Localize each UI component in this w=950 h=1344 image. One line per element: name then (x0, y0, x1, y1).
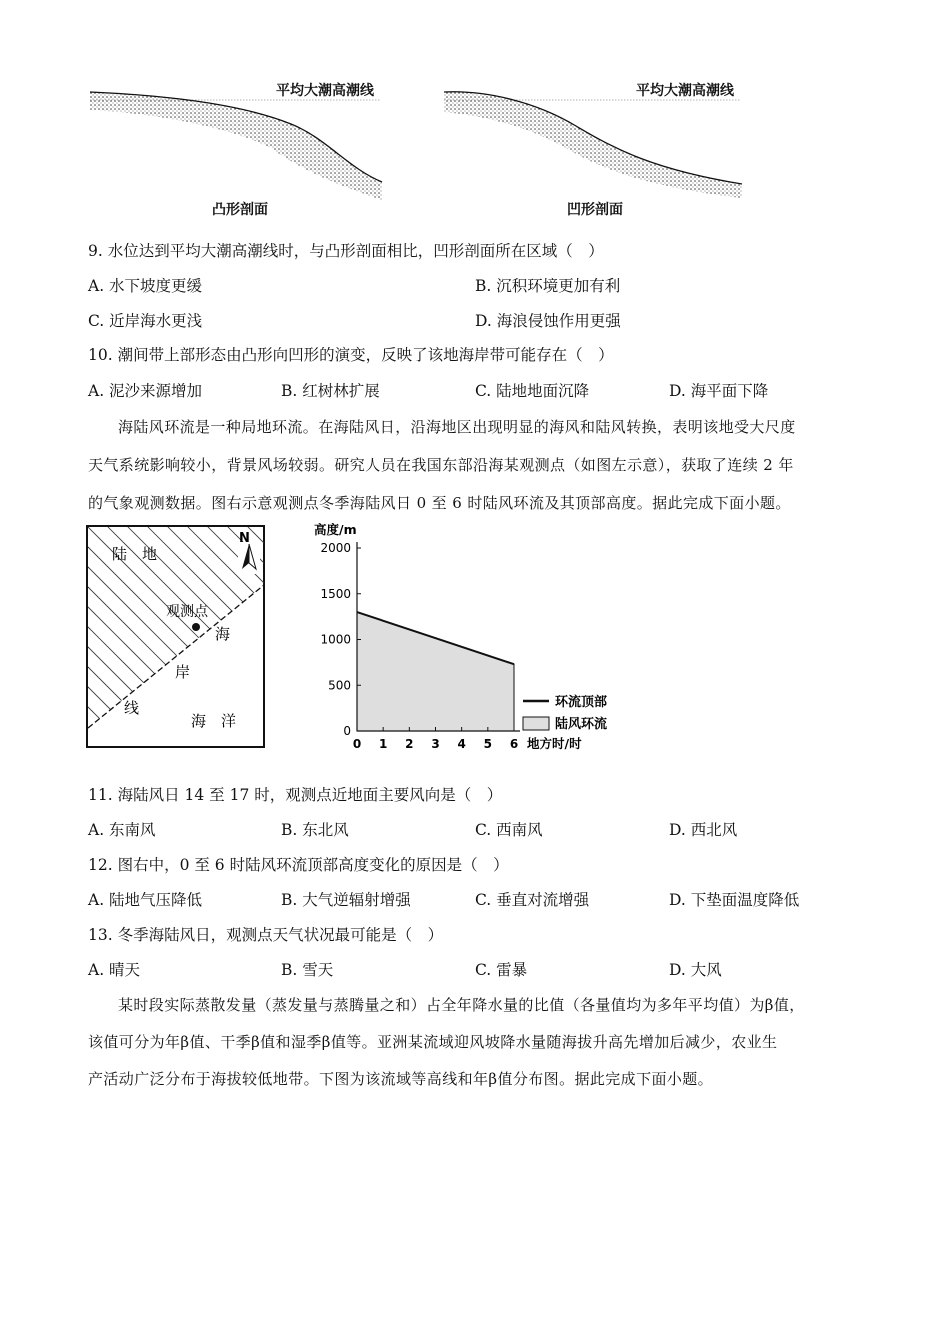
station-label: 观测点 (166, 604, 208, 620)
question-13-stem (88, 925, 443, 945)
passage-2-line-2: 该值可分为年β值、干季β值和湿季β值等。亚洲某流域迎风坡降水量随海拔升高先增加后减少，农业生 (88, 1033, 778, 1051)
q9-option-a[interactable]: A. 水下坡度更缓 (88, 277, 203, 295)
tide-line-label-left: 平均大潮高潮线 (276, 83, 374, 99)
q10-option-d[interactable]: D. 海平面下降 (669, 382, 769, 400)
q13-option-a[interactable]: A. 晴天 (88, 961, 141, 979)
question-text: 海陆风日 14 至 17 时，观测点近地面主要风向是（ ） (117, 786, 503, 804)
passage-2-line-1: 某时段实际蒸散发量（蒸发量与蒸腾量之和）占全年降水量的比值（各量值均为多年平均值）为β值， (118, 996, 805, 1014)
q9-option-b[interactable]: B. 沉积环境更加有利 (475, 277, 621, 295)
q13-option-c[interactable]: C. 雷暴 (475, 961, 528, 979)
x-tick-label: 5 (483, 737, 493, 751)
tide-line-label-right: 平均大潮高潮线 (636, 83, 734, 99)
legend-area-label: 陆风环流 (555, 717, 608, 732)
north-label: N (239, 531, 250, 546)
q11-option-c[interactable]: C. 西南风 (475, 821, 543, 839)
q10-option-a[interactable]: A. 泥沙来源增加 (88, 382, 203, 400)
x-tick-label: 6 (509, 737, 519, 751)
q10-option-c[interactable]: C. 陆地地面沉降 (475, 382, 590, 400)
land-label: 陆 地 (112, 545, 158, 563)
concave-profile (444, 92, 742, 198)
q10-option-b[interactable]: B. 红树林扩展 (281, 382, 380, 400)
q13-option-d[interactable]: D. 大风 (669, 961, 722, 979)
question-number: 9. (88, 242, 103, 260)
q12-option-b[interactable]: B. 大气逆辐射增强 (281, 891, 411, 909)
q11-option-b[interactable]: B. 东北风 (281, 821, 349, 839)
observation-map (86, 525, 266, 749)
passage-2-line-3: 产活动广泛分布于海拔较低地带。下图为该流域等高线和年β值分布图。据此完成下面小题。 (88, 1070, 714, 1088)
q9-option-d[interactable]: D. 海浪侵蚀作用更强 (475, 312, 621, 330)
y-tick-label: 0 (343, 724, 351, 738)
x-tick-label: 2 (405, 737, 414, 751)
ocean-label: 海 洋 (191, 712, 237, 730)
question-number: 10. (88, 346, 113, 364)
y-tick-label: 1000 (320, 632, 351, 647)
q9-option-c[interactable]: C. 近岸海水更浅 (88, 312, 203, 330)
q13-option-b[interactable]: B. 雪天 (281, 961, 334, 979)
question-10-stem (88, 345, 614, 365)
x-tick-label: 1 (378, 737, 388, 751)
coast-char-1: 海 (215, 625, 231, 643)
y-tick-label: 1500 (320, 586, 351, 601)
passage-1-line-2: 天气系统影响较小，背景风场较弱。研究人员在我国东部沿海某观测点（如图左示意），获取了连续 2 年 (88, 456, 794, 474)
coast-char-2: 岸 (175, 663, 191, 681)
y-axis-label: 高度/m (314, 522, 357, 537)
coast-char-3: 线 (124, 699, 140, 717)
passage-1-line-1: 海陆风环流是一种局地环流。在海陆风日，沿海地区出现明显的海风和陆风转换，表明该地受大尺度 (118, 418, 796, 436)
x-tick-label: 3 (431, 737, 440, 751)
question-12-stem (88, 855, 509, 875)
land-breeze-chart (300, 520, 630, 760)
passage-1-line-3: 的气象观测数据。图右示意观测点冬季海陆风日 0 至 6 时陆风环流及其顶部高度。据此完成下面小题。 (88, 494, 791, 512)
convex-profile-label: 凸形剖面 (212, 202, 268, 218)
question-number: 13. (88, 926, 113, 944)
question-text: 潮间带上部形态由凸形向凹形的演变，反映了该地海岸带可能存在（ ） (117, 346, 614, 364)
x-tick-label: 0 (352, 737, 362, 751)
land-breeze-area (357, 612, 514, 731)
question-text: 水位达到平均大潮高潮线时，与凸形剖面相比，凹形剖面所在区域（ ） (107, 242, 604, 260)
question-text: 图右中，0 至 6 时陆风环流顶部高度变化的原因是（ ） (117, 856, 509, 874)
question-text: 冬季海陆风日，观测点天气状况最可能是（ ） (117, 926, 444, 944)
question-number: 12. (88, 856, 113, 874)
q11-option-a[interactable]: A. 东南风 (88, 821, 156, 839)
x-axis-label: 地方时/时 (527, 736, 582, 751)
question-9-stem (88, 241, 604, 261)
y-tick-label: 500 (328, 678, 351, 693)
concave-profile-label: 凹形剖面 (567, 202, 623, 218)
question-11-stem (88, 785, 502, 805)
convex-profile (90, 92, 382, 200)
x-tick-label: 4 (457, 737, 466, 751)
legend-line-label: 环流顶部 (555, 695, 608, 710)
q12-option-c[interactable]: C. 垂直对流增强 (475, 891, 590, 909)
legend-area-swatch (523, 717, 549, 730)
q11-option-d[interactable]: D. 西北风 (669, 821, 738, 839)
y-tick-label: 2000 (320, 541, 351, 555)
q12-option-d[interactable]: D. 下垫面温度降低 (669, 891, 800, 909)
question-number: 11. (88, 786, 113, 804)
q12-option-a[interactable]: A. 陆地气压降低 (88, 891, 203, 909)
